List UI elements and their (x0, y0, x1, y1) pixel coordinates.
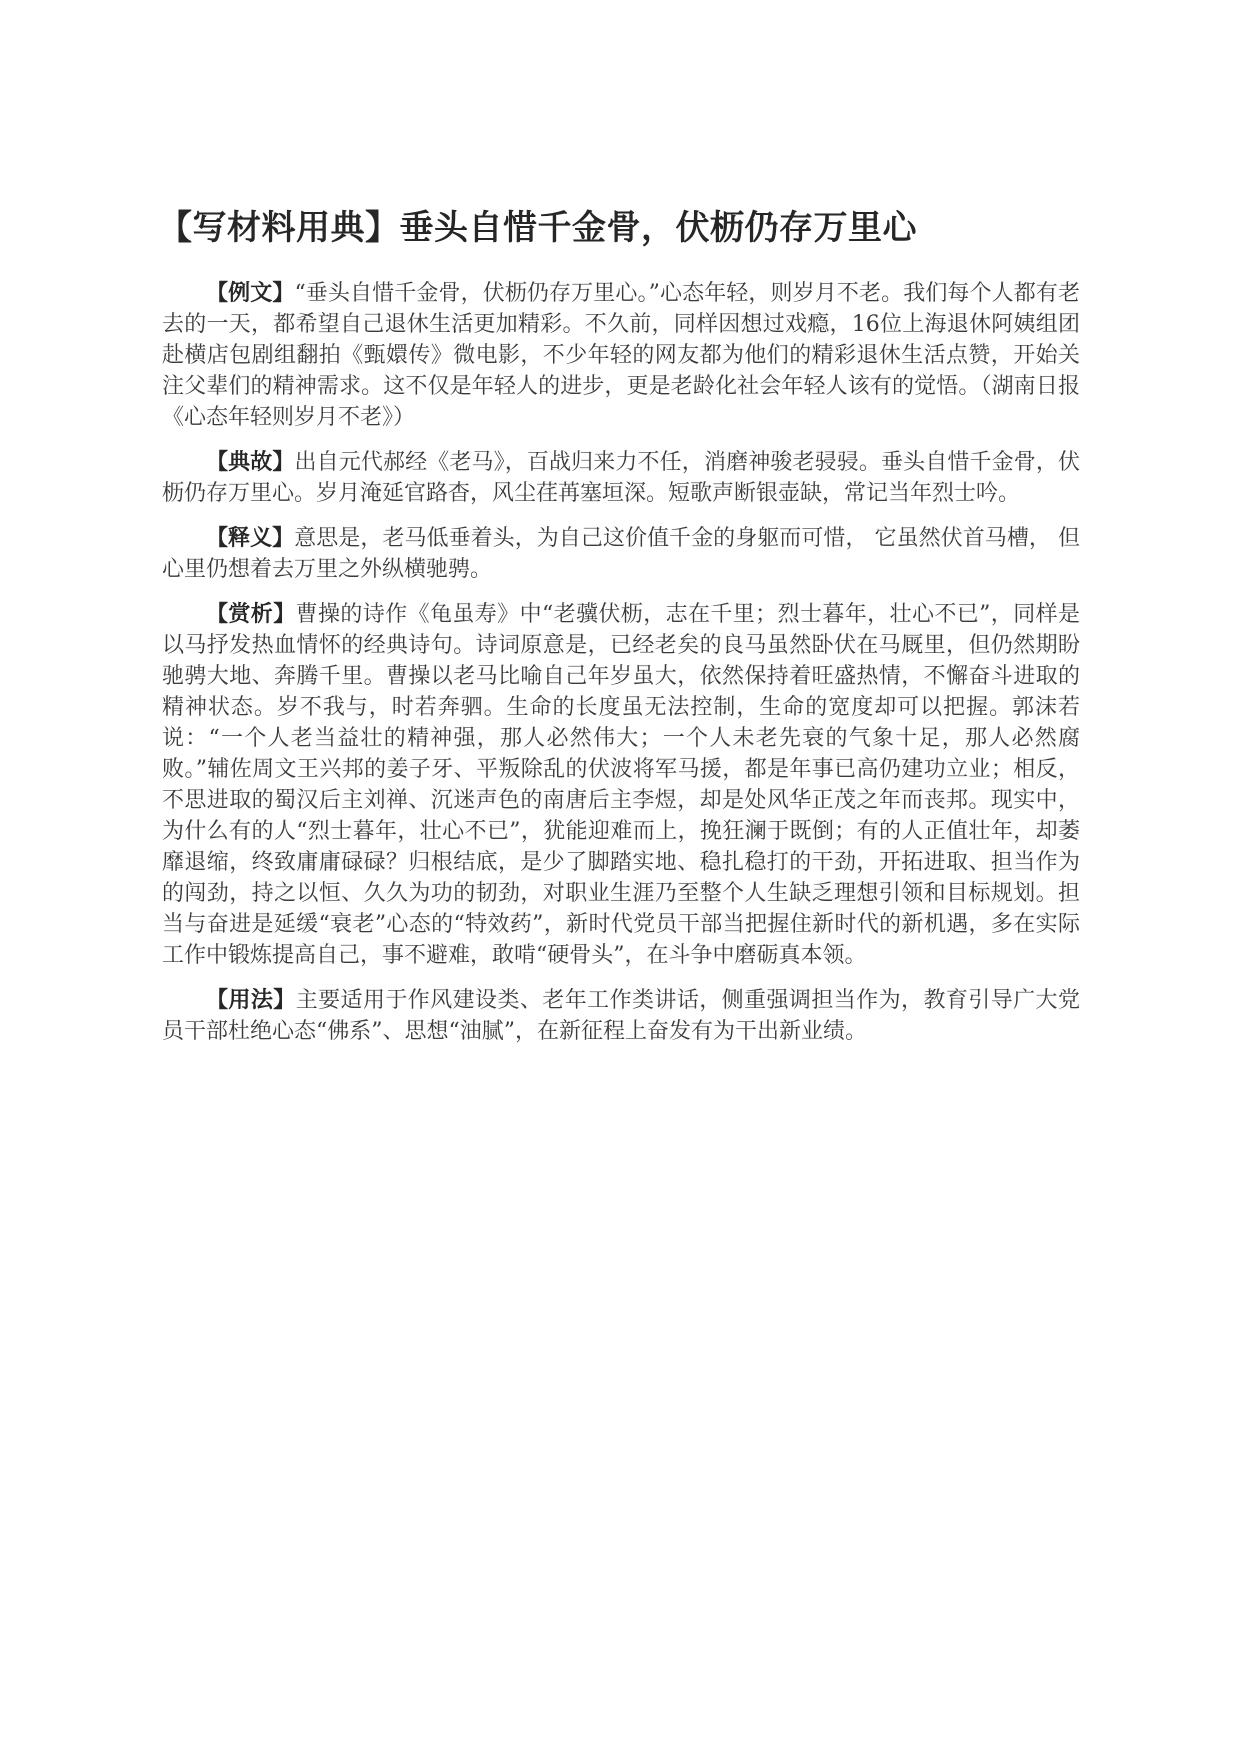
section-allusion (162, 447, 1080, 509)
section-example-text: “垂头自惜千金骨，伏枥仍存万里心。”心态年轻，则岁月不老。我们每个人都有老去的一天，都希望自己退休生活更加精彩。不久前，同样因想过戏瘾，16位上海退休阿姨组团赴横店包剧组翻拍《甄嬛传》微电影，不少年轻的网友都为他们的精彩退休生活点赞，开始关注父辈们的精神需求。这不仅是年轻人的进步，更是老龄化社会年轻人该有的觉悟。（湖南日报《心态年轻则岁月不老》） (162, 281, 1080, 430)
section-appreciation-tag: 【赏析】 (206, 602, 296, 627)
section-appreciation (162, 599, 1080, 971)
section-usage-tag: 【用法】 (206, 988, 296, 1013)
section-example (162, 278, 1080, 433)
section-example-tag: 【例文】 (206, 281, 295, 306)
section-usage (162, 985, 1080, 1047)
section-allusion-text: 出自元代郝经《老马》，百战归来力不任，消磨神骏老骎骎。垂头自惜千金骨，伏枥仍存万里心。岁月淹延官路杳，风尘荏苒塞垣深。短歌声断银壶缺，常记当年烈士吟。 (162, 450, 1080, 506)
section-meaning-tag: 【释义】 (206, 526, 295, 551)
section-appreciation-text: 曹操的诗作《龟虽寿》中“老骥伏枥，志在千里；烈士暮年，壮心不已”，同样是以马抒发热血情怀的经典诗句。诗词原意是，已经老矣的良马虽然卧伏在马厩里，但仍然期盼驰骋大地、奔腾千里。曹操以老马比喻自己年岁虽大，依然保持着旺盛热情，不懈奋斗进取的精神状态。岁不我与，时若奔驷。生命的长度虽无法控制，生命的宽度却可以把握。郭沫若说：“一个人老当益壮的精神强，那人必然伟大；一个人未老先衰的气象十足，那人必然腐败。”辅佐周文王兴邦的姜子牙、平叛除乱的伏波将军马援，都是年事已高仍建功立业；相反，不思进取的蜀汉后主刘禅、沉迷声色的南唐后主李煜，却是处风华正茂之年而丧邦。现实中，为什么有的人“烈士暮年，壮心不已”，犹能迎难而上，挽狂澜于既倒；有的人正值壮年，却萎靡退缩，终致庸庸碌碌？归根结底，是少了脚踏实地、稳扎稳打的干劲，开拓进取、担当作为的闯劲，持之以恒、久久为功的韧劲，对职业生涯乃至整个人生缺乏理想引领和目标规划。担当与奋进是延缓“衰老”心态的“特效药”，新时代党员干部当把握住新时代的新机遇，多在实际工作中锻炼提高自己，事不避难，敢啃“硬骨头”，在斗争中磨砺真本领。 (162, 602, 1080, 968)
section-meaning (162, 523, 1080, 585)
section-allusion-tag: 【典故】 (206, 450, 295, 475)
section-meaning-text: 意思是，老马低垂着头，为自己这价值千金的身躯而可惜， 它虽然伏首马槽， 但心里仍想着去万里之外纵横驰骋。 (162, 526, 1080, 582)
document-title: 【写材料用典】垂头自惜千金骨，伏枥仍存万里心 (158, 208, 917, 248)
section-usage-text: 主要适用于作风建设类、老年工作类讲话，侧重强调担当作为，教育引导广大党员干部杜绝心态“佛系”、思想“油腻”，在新征程上奋发有为干出新业绩。 (162, 988, 1080, 1044)
document-page (158, 204, 1080, 1061)
